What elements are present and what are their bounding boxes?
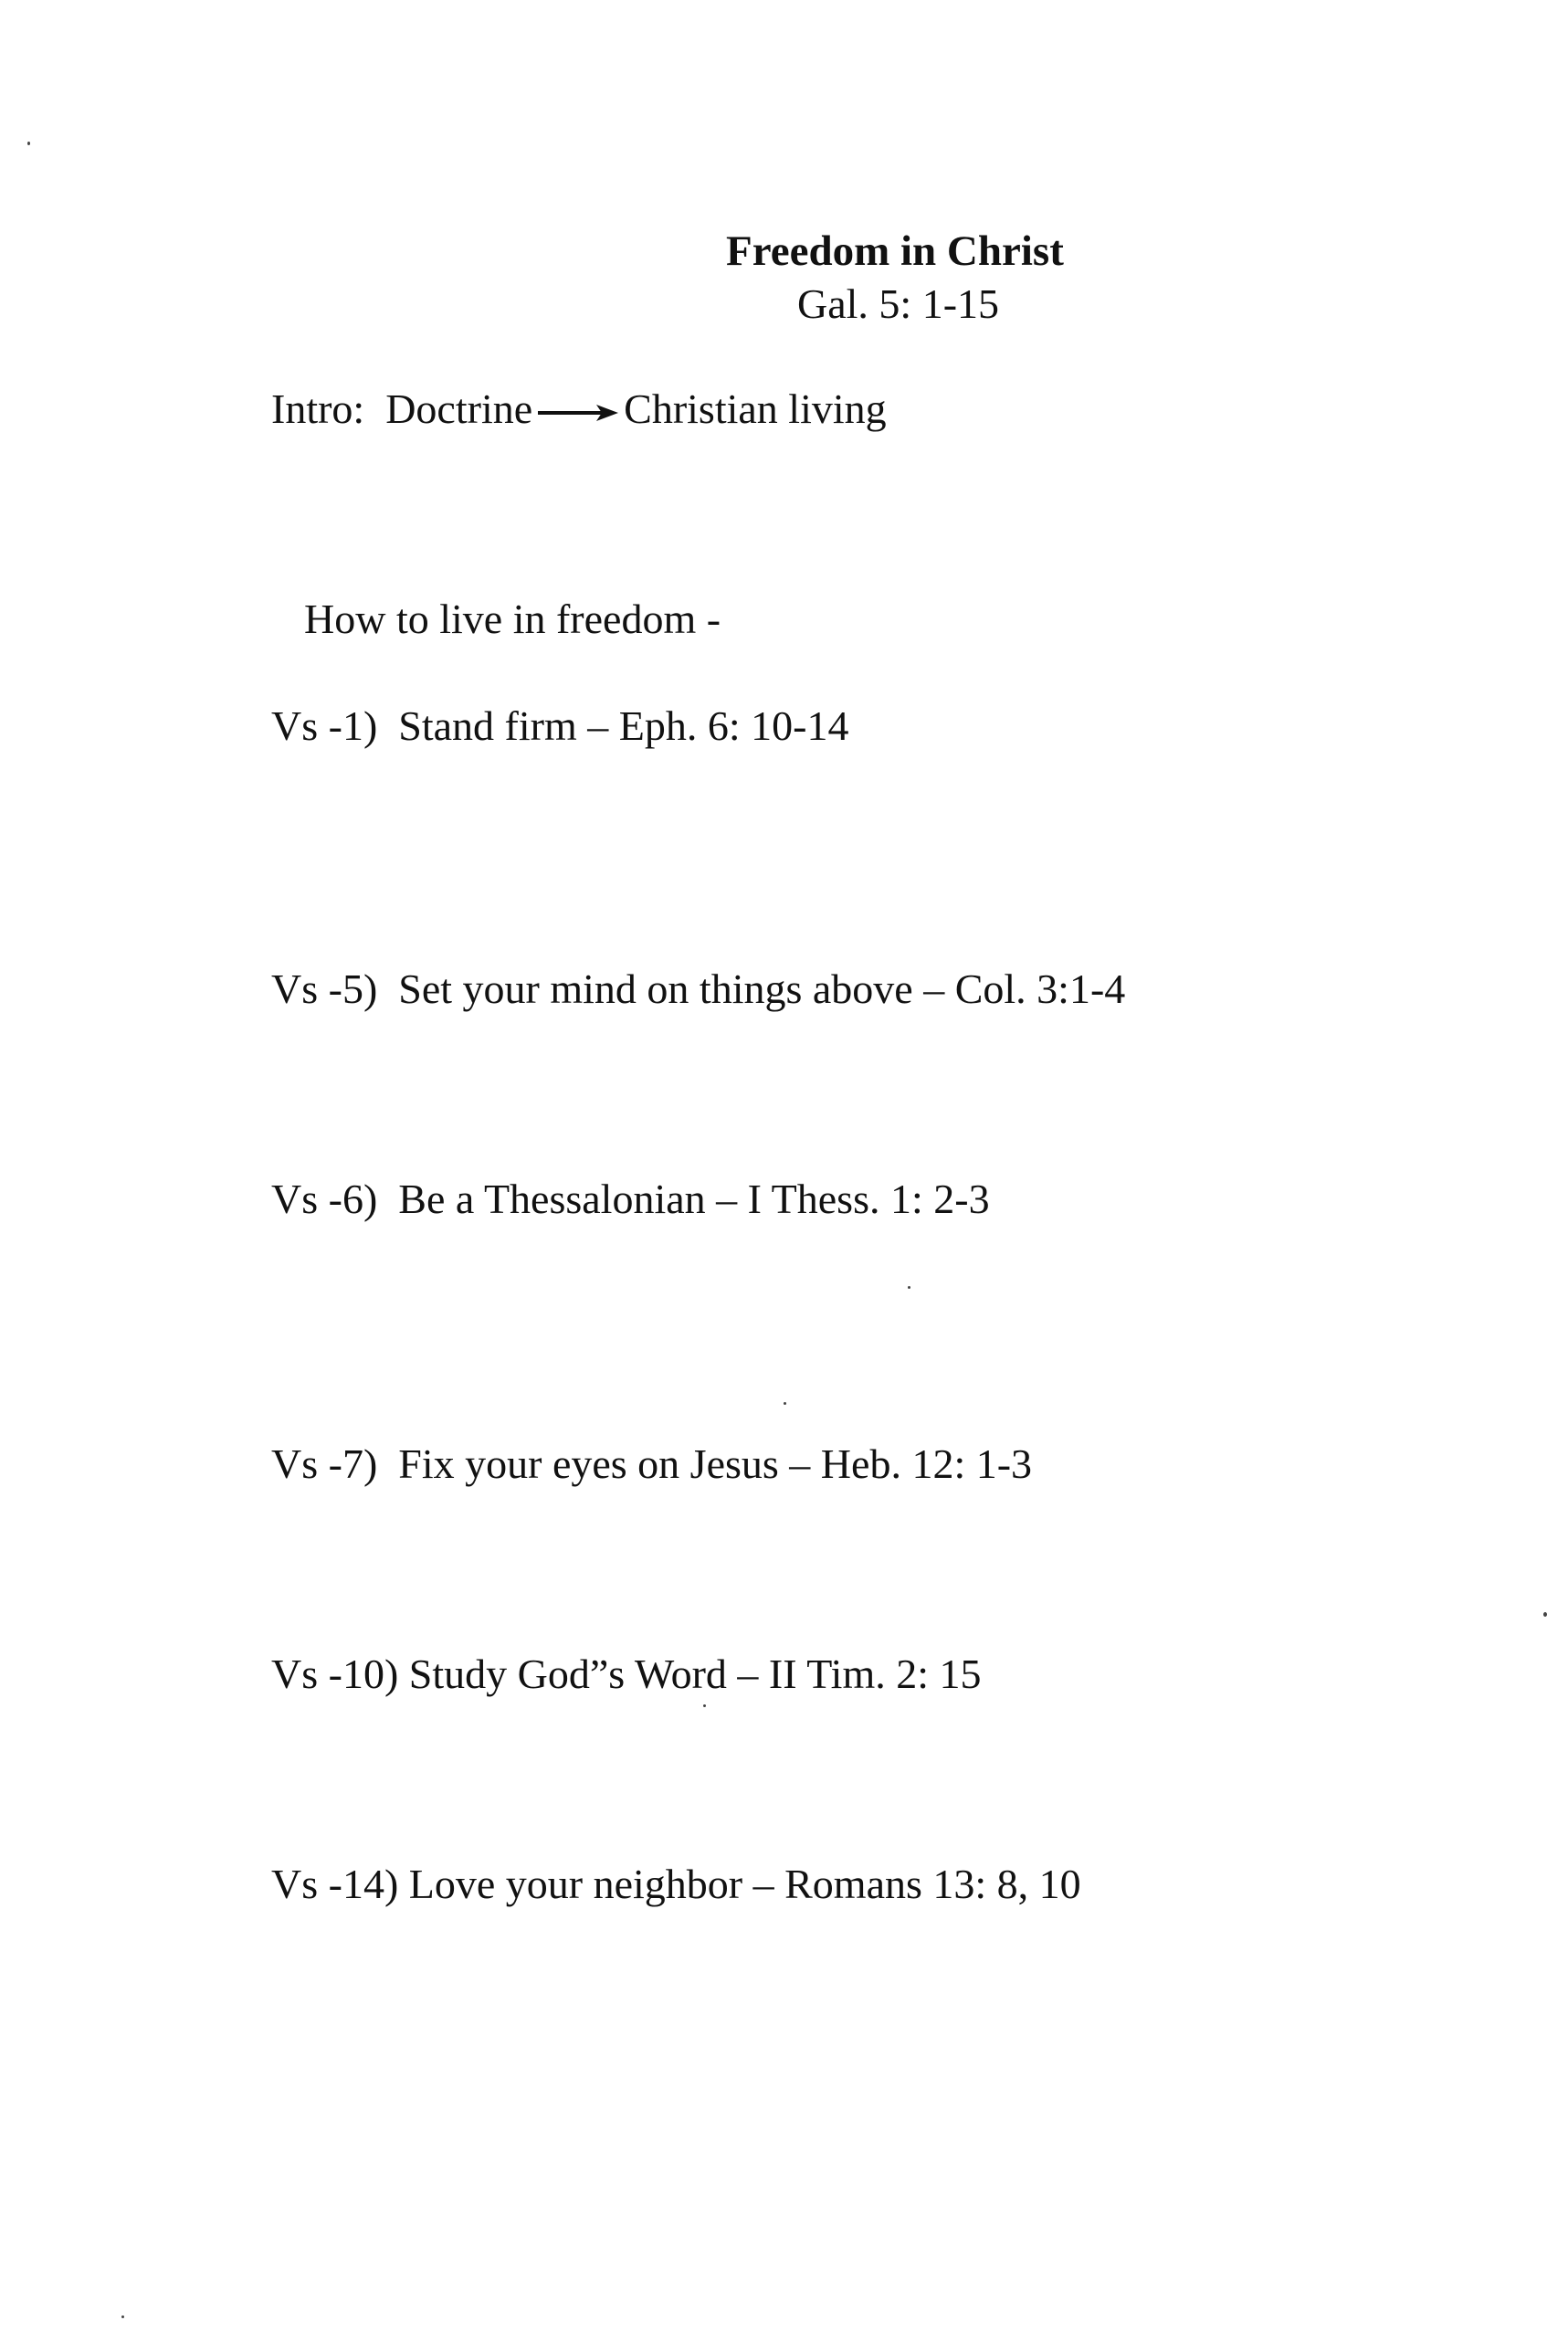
point-text: Study God”s Word – II Tim. 2: 15 [408,1651,982,1697]
scan-speck [703,1704,706,1707]
point-verse: Vs -14) [271,1861,399,1907]
scripture-reference: Gal. 5: 1-15 [797,280,1000,327]
intro-line [271,385,887,432]
point-verse: Vs -10) [271,1651,399,1697]
intro-to: Christian living [624,385,887,432]
point-text: Set your mind on things above – Col. 3:1-4 [398,965,1126,1012]
point-text: Love your neighbor – Romans 13: 8, 10 [408,1861,1081,1907]
right-arrow-icon [536,399,620,427]
point-verse: Vs -5) [271,965,378,1012]
point-text: Stand firm – Eph. 6: 10-14 [398,702,849,749]
point-item [271,1178,990,1220]
scan-speck [784,1402,786,1405]
point-item [271,702,849,749]
point-verse: Vs -1) [271,702,378,749]
intro-from: Doctrine [385,385,533,432]
scan-speck [121,2315,124,2318]
scan-speck [908,1286,910,1289]
point-item [271,1653,982,1695]
point-verse: Vs -7) [271,1440,378,1487]
intro-label: Intro: [271,385,365,432]
point-item [271,1863,1081,1905]
scan-speck [27,142,30,145]
section-heading: How to live in freedom - [304,596,721,642]
point-verse: Vs -6) [271,1176,378,1222]
point-text: Be a Thessalonian – I Thess. 1: 2-3 [398,1176,990,1222]
document-title: Freedom in Christ [726,227,1064,275]
point-text: Fix your eyes on Jesus – Heb. 12: 1-3 [398,1440,1033,1487]
point-item [271,1440,1033,1487]
point-item [271,965,1126,1012]
scan-speck [1543,1612,1547,1617]
